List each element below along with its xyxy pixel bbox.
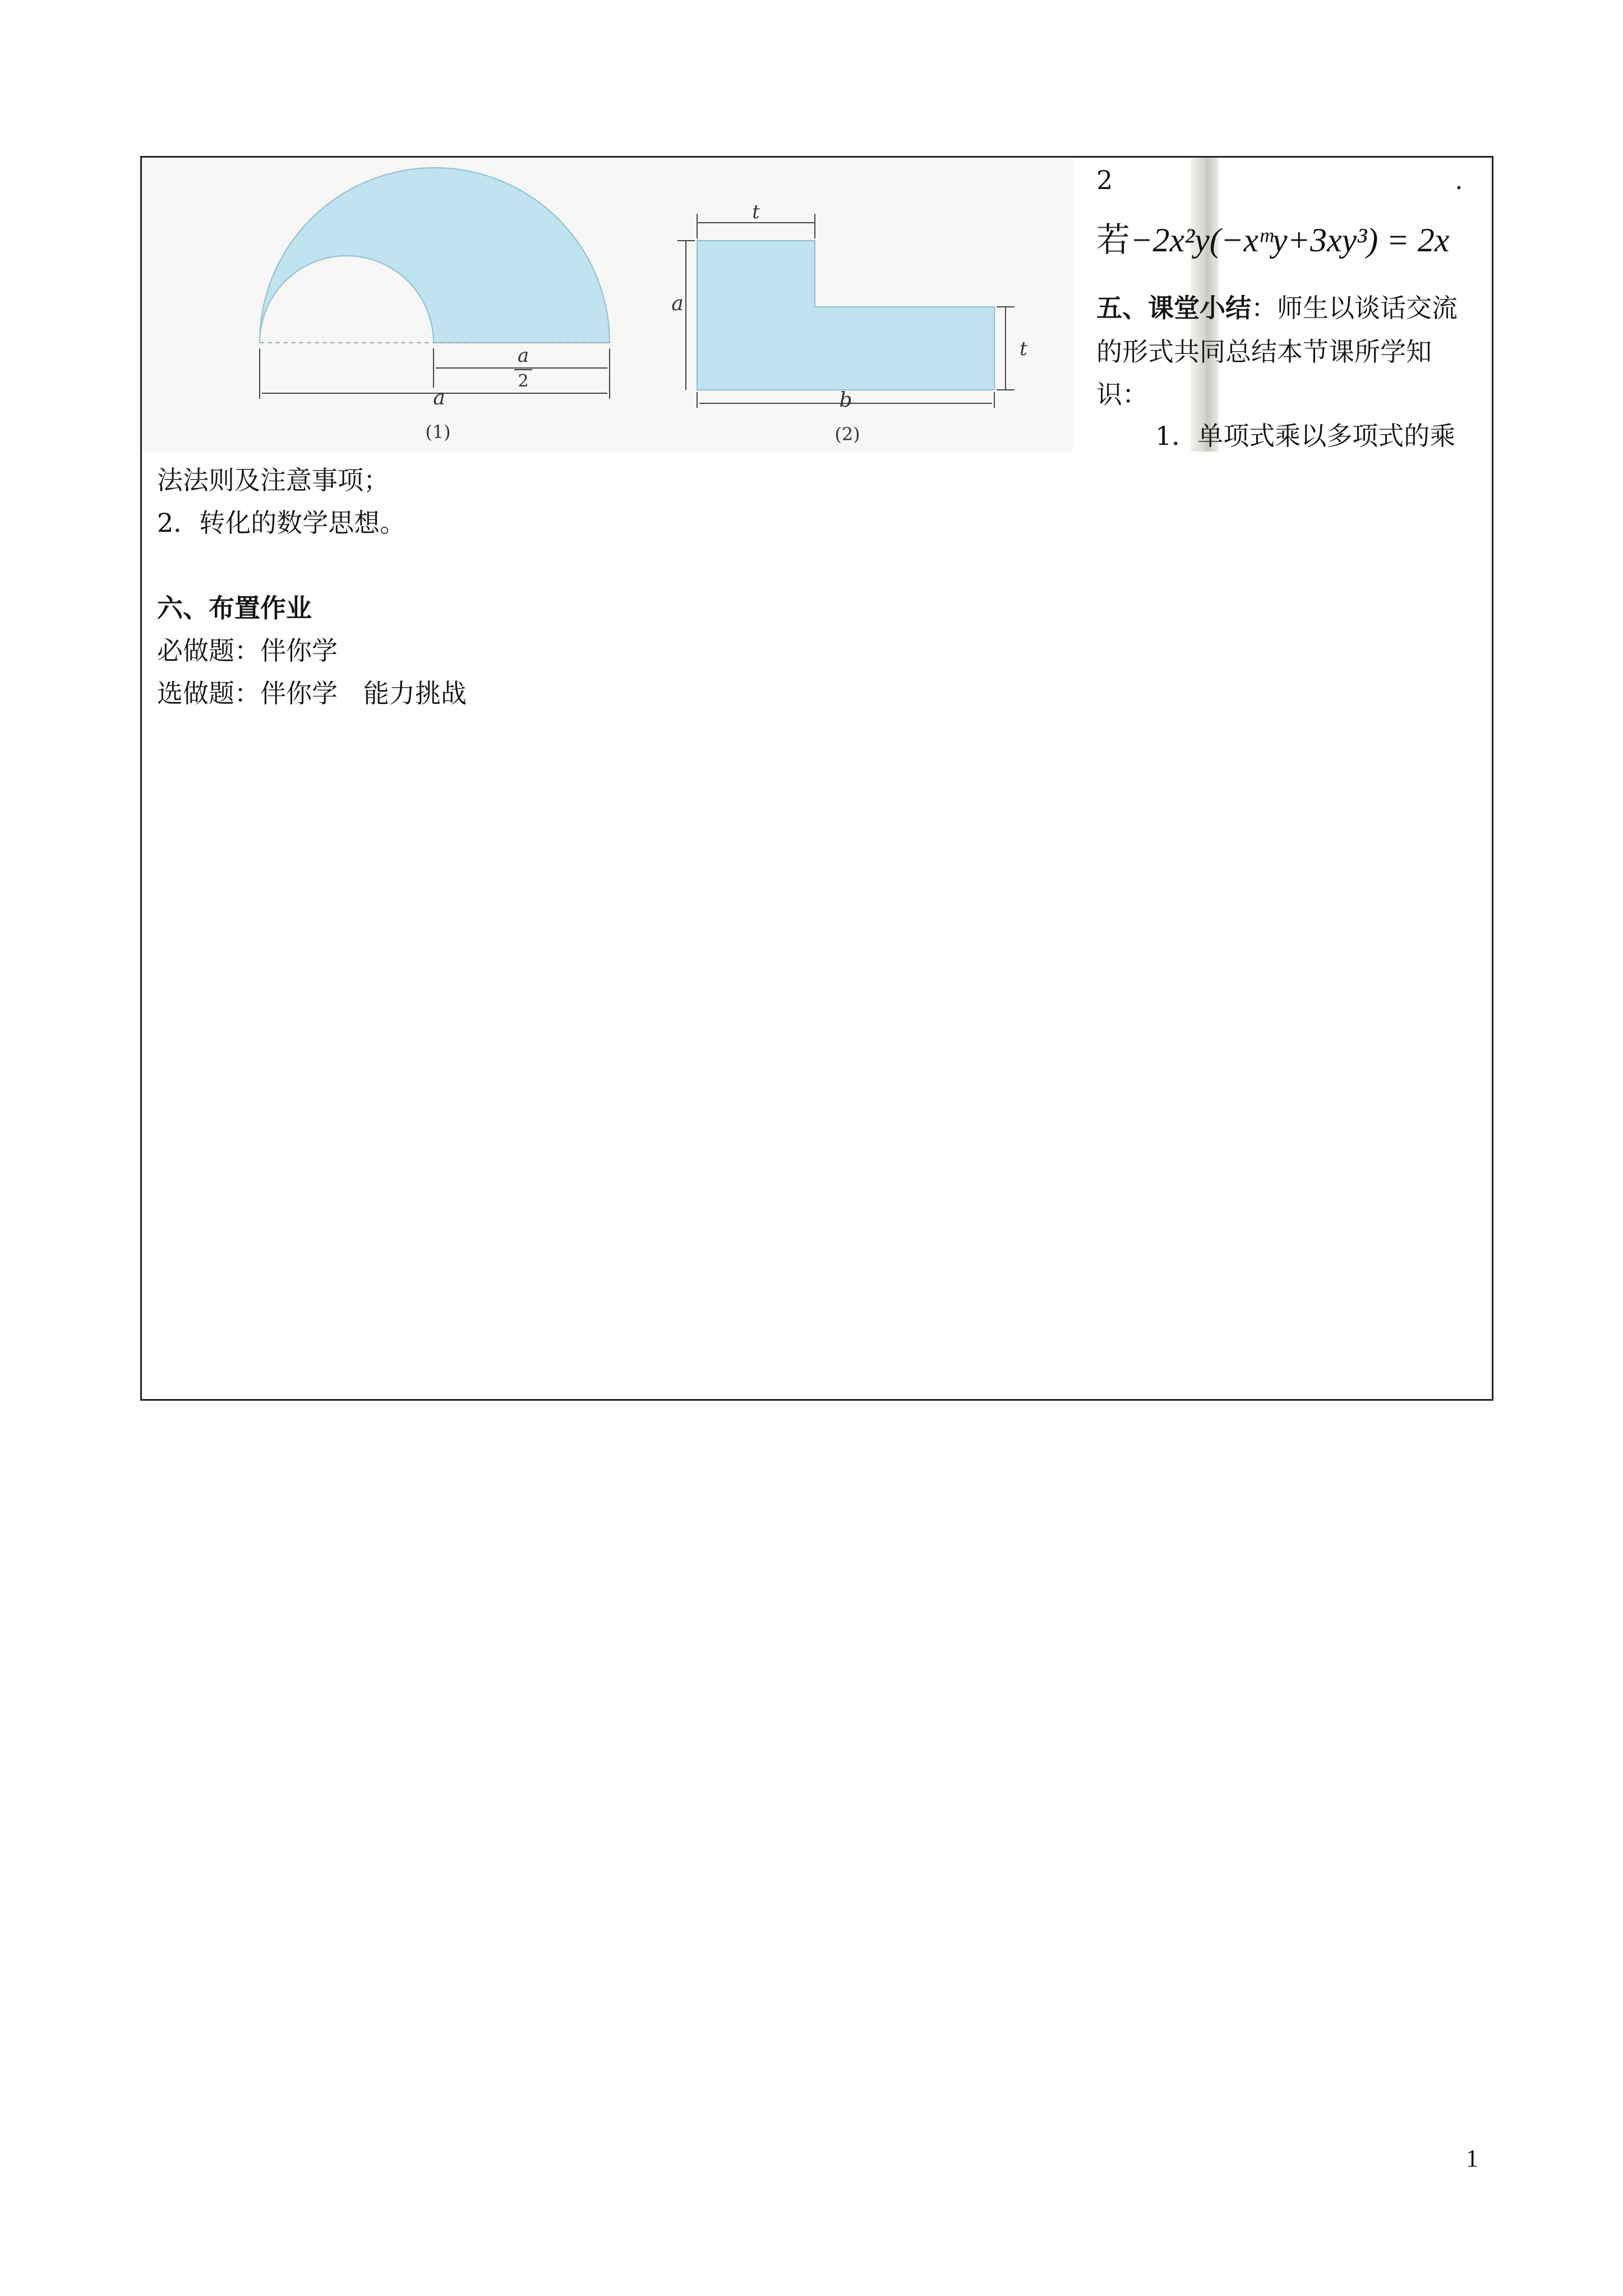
l-shape xyxy=(697,241,994,390)
right-line-top-right: . xyxy=(1455,165,1463,195)
page-number: 1 xyxy=(1466,2145,1478,2172)
equation-prefix: 若 xyxy=(1096,222,1130,259)
main-line-2: 2．转化的数学思想。 xyxy=(157,508,406,538)
right-line-top-left: 2 xyxy=(1096,165,1113,195)
summary-line-3: 识： xyxy=(1096,379,1148,409)
homework-optional: 选做题：伴你学 能力挑战 xyxy=(157,678,467,708)
fig2-b-label: b xyxy=(839,389,852,412)
equation xyxy=(1096,213,1492,261)
textbook-figure xyxy=(142,158,1073,452)
fig1-a-half-num: a xyxy=(517,344,529,367)
equation-body: −2x²y(−xᵐy+3xy³) = 2x xyxy=(1130,222,1450,259)
homework-required: 必做题：伴你学 xyxy=(157,636,338,666)
summary-line-2: 的形式共同总结本节课所学知 xyxy=(1096,337,1432,367)
fig1-a-half-den: 2 xyxy=(518,371,529,391)
area-figures xyxy=(142,158,1073,452)
fig2-t-top: t xyxy=(752,201,760,223)
fig1-caption: (1) xyxy=(425,421,451,443)
half-ring-shape xyxy=(260,168,610,343)
summary-text-1: 师生以谈话交流 xyxy=(1277,293,1458,323)
fig1-a-label: a xyxy=(433,386,445,409)
main-line-1: 法法则及注意事项； xyxy=(157,465,389,495)
fig2-t-right: t xyxy=(1020,338,1027,360)
summary-heading: 五、课堂小结 xyxy=(1096,293,1251,323)
fig2-a-label: a xyxy=(671,292,684,315)
homework-heading: 六、布置作业 xyxy=(157,593,312,623)
fig2-caption: (2) xyxy=(834,424,860,445)
summary-line-1: 五、课堂小结：师生以谈话交流 xyxy=(1096,293,1458,323)
summary-item-1: 1．单项式乘以多项式的乘 xyxy=(1155,421,1456,451)
